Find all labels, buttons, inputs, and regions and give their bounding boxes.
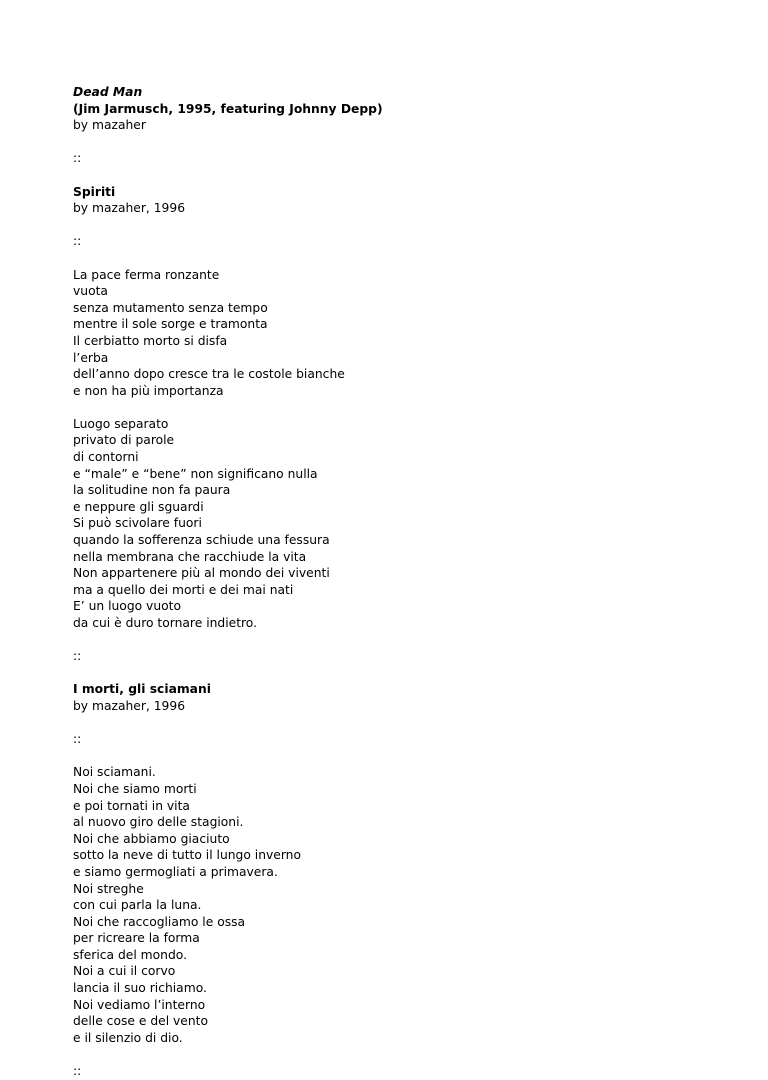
poem-line: e non ha più importanza	[73, 383, 224, 398]
poem-line: lancia il suo richiamo.	[73, 981, 207, 996]
film-credits: (Jim Jarmusch, 1995, featuring Johnny Depp)	[73, 101, 383, 116]
poem-line: dell’anno dopo cresce tra le costole bianche	[73, 367, 345, 382]
spacer	[73, 399, 768, 416]
section-separator: ::	[73, 732, 82, 747]
poem-line: e “male” e “bene” non significano nulla	[73, 466, 318, 481]
poem-line: Noi che abbiamo giaciuto	[73, 831, 230, 846]
poem-line: Noi sciamani.	[73, 765, 156, 780]
poem-line: e siamo germogliati a primavera.	[73, 864, 278, 879]
section-separator: ::	[73, 649, 82, 664]
poem-line: e poi tornati in vita	[73, 798, 190, 813]
spacer	[73, 1046, 768, 1063]
poem-line: la solitudine non fa paura	[73, 483, 231, 498]
poem-line: al nuovo giro delle stagioni.	[73, 815, 244, 830]
poem-byline: by mazaher, 1996	[73, 201, 186, 216]
poem-line: Non appartenere più al mondo dei viventi	[73, 566, 330, 581]
poem-line: senza mutamento senza tempo	[73, 300, 268, 315]
poem-line: di contorni	[73, 450, 139, 465]
poem-byline: by mazaher, 1996	[73, 698, 186, 713]
poem-line: Luogo separato	[73, 416, 169, 431]
poem-line: quando la sofferenza schiude una fessura	[73, 533, 330, 548]
spacer	[73, 748, 768, 765]
poem-line: e il silenzio di dio.	[73, 1030, 183, 1045]
poem-line: l’erba	[73, 350, 109, 365]
poem-title: Spiriti	[73, 184, 116, 199]
poem-stanza	[73, 764, 768, 1046]
poem-line: con cui parla la luna.	[73, 898, 202, 913]
poem-line: E’ un luogo vuoto	[73, 599, 181, 614]
spacer	[73, 134, 768, 151]
poem-line: Noi vediamo l’interno	[73, 997, 206, 1012]
document-byline: by mazaher	[73, 118, 146, 133]
poem-line: per ricreare la forma	[73, 931, 200, 946]
film-title: Dead Man	[73, 85, 143, 99]
spacer	[73, 167, 768, 184]
poem-line: mentre il sole sorge e tramonta	[73, 317, 268, 332]
poem-line: ma a quello dei morti e dei mai nati	[73, 582, 294, 597]
poem-line: sotto la neve di tutto il lungo inverno	[73, 848, 301, 863]
spacer	[73, 250, 768, 267]
poem-line: Noi che siamo morti	[73, 781, 197, 796]
section-separator: ::	[73, 151, 82, 166]
poem-line: privato di parole	[73, 433, 175, 448]
poem-line: delle cose e del vento	[73, 1014, 208, 1029]
poem-line: Noi che raccogliamo le ossa	[73, 914, 246, 929]
poem-line: da cui è duro tornare indietro.	[73, 616, 258, 630]
poem-line: Noi streghe	[73, 881, 144, 896]
poem-line: Il cerbiatto morto si disfa	[73, 333, 228, 348]
poem-stanza	[73, 267, 768, 400]
section-separator: ::	[73, 1064, 82, 1079]
poem-line: e neppure gli sguardi	[73, 499, 204, 514]
poem-stanza	[73, 416, 768, 632]
poem-title: I morti, gli sciamani	[73, 682, 211, 697]
spacer	[73, 665, 768, 682]
poem-line: vuota	[73, 284, 108, 299]
poem-line: nella membrana che racchiude la vita	[73, 549, 307, 564]
poem-line: La pace ferma ronzante	[73, 267, 220, 282]
poem-line: Noi a cui il corvo	[73, 964, 176, 979]
poem-line: sferica del mondo.	[73, 947, 187, 962]
spacer	[73, 715, 768, 732]
section-separator: ::	[73, 234, 82, 249]
spacer	[73, 632, 768, 649]
spacer	[73, 217, 768, 234]
poem-line: Si può scivolare fuori	[73, 516, 202, 531]
